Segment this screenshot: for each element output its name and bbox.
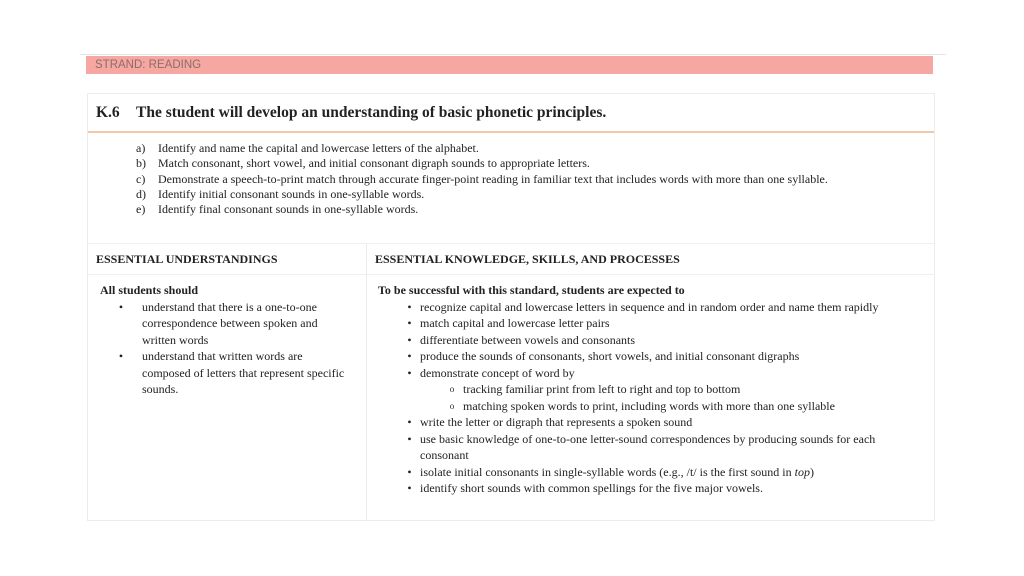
bullet-icon: • <box>118 299 124 314</box>
objective-item <box>136 202 896 217</box>
knowledge-lead: To be successful with this standard, students are expected to <box>378 283 685 297</box>
column-divider <box>366 243 367 521</box>
list-item <box>399 480 923 497</box>
objective-label: a) <box>136 141 146 155</box>
understandings-header: ESSENTIAL UNDERSTANDINGS <box>88 243 366 275</box>
objective-text: Demonstrate a speech-to-print match through accurate finger-point reading in familiar text that includes words with more than one syllable. <box>158 171 828 186</box>
knowledge-header: ESSENTIAL KNOWLEDGE, SKILLS, AND PROCESSES <box>367 243 934 275</box>
circle-bullet-icon: o <box>449 400 455 411</box>
objective-label: e) <box>136 202 146 217</box>
item-text: use basic knowledge of one-to-one letter-sound correspondences by producing sounds for each consonant <box>420 431 876 462</box>
list-item <box>399 365 923 382</box>
standard-text: The student will develop an understanding of basic phonetic principles. <box>136 104 607 121</box>
strand-banner: STRAND: READING <box>86 56 933 74</box>
standard-number: K.6 <box>96 104 120 121</box>
objective-text: Identify final consonant sounds in one-syllable words. <box>158 202 419 217</box>
objective-label: c) <box>136 171 146 186</box>
list-item <box>399 431 923 464</box>
objective-item <box>136 141 896 156</box>
list-item <box>399 414 923 431</box>
item-text: match capital and lowercase letter pairs <box>420 316 610 330</box>
objectives-list <box>136 141 896 217</box>
item-text: write the letter or digraph that represents a spoken sound <box>420 415 693 429</box>
list-item <box>100 299 350 349</box>
bullet-icon: • <box>118 349 124 363</box>
objective-text: Identify initial consonant sounds in one-syllable words. <box>158 186 425 201</box>
objective-label: d) <box>136 186 146 201</box>
item-text: matching spoken words to print, including words with more than one syllable <box>463 398 835 413</box>
sub-list-item <box>399 381 923 398</box>
objective-label: b) <box>136 156 146 171</box>
item-text: demonstrate concept of word by <box>420 365 575 380</box>
understandings-column <box>100 282 350 398</box>
objective-item <box>136 172 896 187</box>
bullet-icon: • <box>407 481 412 495</box>
bullet-icon: • <box>407 415 412 429</box>
item-text-part: ) <box>809 464 814 479</box>
sub-list-item <box>399 398 923 415</box>
objective-text: Identify and name the capital and lowercase letters of the alphabet. <box>158 141 479 155</box>
item-text: tracking familiar print from left to right and top to bottom <box>463 382 741 396</box>
example-word: top <box>794 464 810 479</box>
list-item <box>100 348 350 398</box>
bullet-icon: • <box>407 431 412 446</box>
understandings-lead: All students should <box>100 283 199 297</box>
bullet-icon: • <box>407 316 412 330</box>
item-text: recognize capital and lowercase letters in sequence and in random order and name them rapidly <box>420 299 879 314</box>
item-text-part: isolate initial consonants in single-syllable words (e.g., /t/ is the first sound in <box>420 464 795 479</box>
list-item <box>399 315 923 332</box>
bullet-icon: • <box>407 332 412 347</box>
list-item <box>399 299 923 316</box>
bullet-icon: • <box>407 365 412 380</box>
bullet-icon: • <box>407 299 412 314</box>
list-item <box>399 464 923 481</box>
knowledge-column <box>378 282 923 497</box>
item-text: understand that there is a one-to-one correspondence between spoken and written words <box>142 299 318 347</box>
list-item <box>399 348 923 365</box>
item-text <box>420 464 814 481</box>
standard-title <box>88 94 934 133</box>
item-text: differentiate between vowels and consonants <box>420 332 636 347</box>
item-text: identify short sounds with common spellings for the five major vowels. <box>420 481 763 495</box>
divider <box>80 54 946 55</box>
item-text: produce the sounds of consonants, short vowels, and initial consonant digraphs <box>420 349 800 363</box>
circle-bullet-icon: o <box>449 384 455 394</box>
objective-item <box>136 156 896 171</box>
objective-item <box>136 187 896 202</box>
list-item <box>399 332 923 349</box>
standard-table <box>87 93 935 521</box>
item-text: understand that written words are composed of letters that represent specific sounds. <box>142 349 345 396</box>
objective-text: Match consonant, short vowel, and initial consonant digraph sounds to appropriate letters. <box>158 156 590 171</box>
bullet-icon: • <box>407 464 412 479</box>
bullet-icon: • <box>407 349 412 363</box>
